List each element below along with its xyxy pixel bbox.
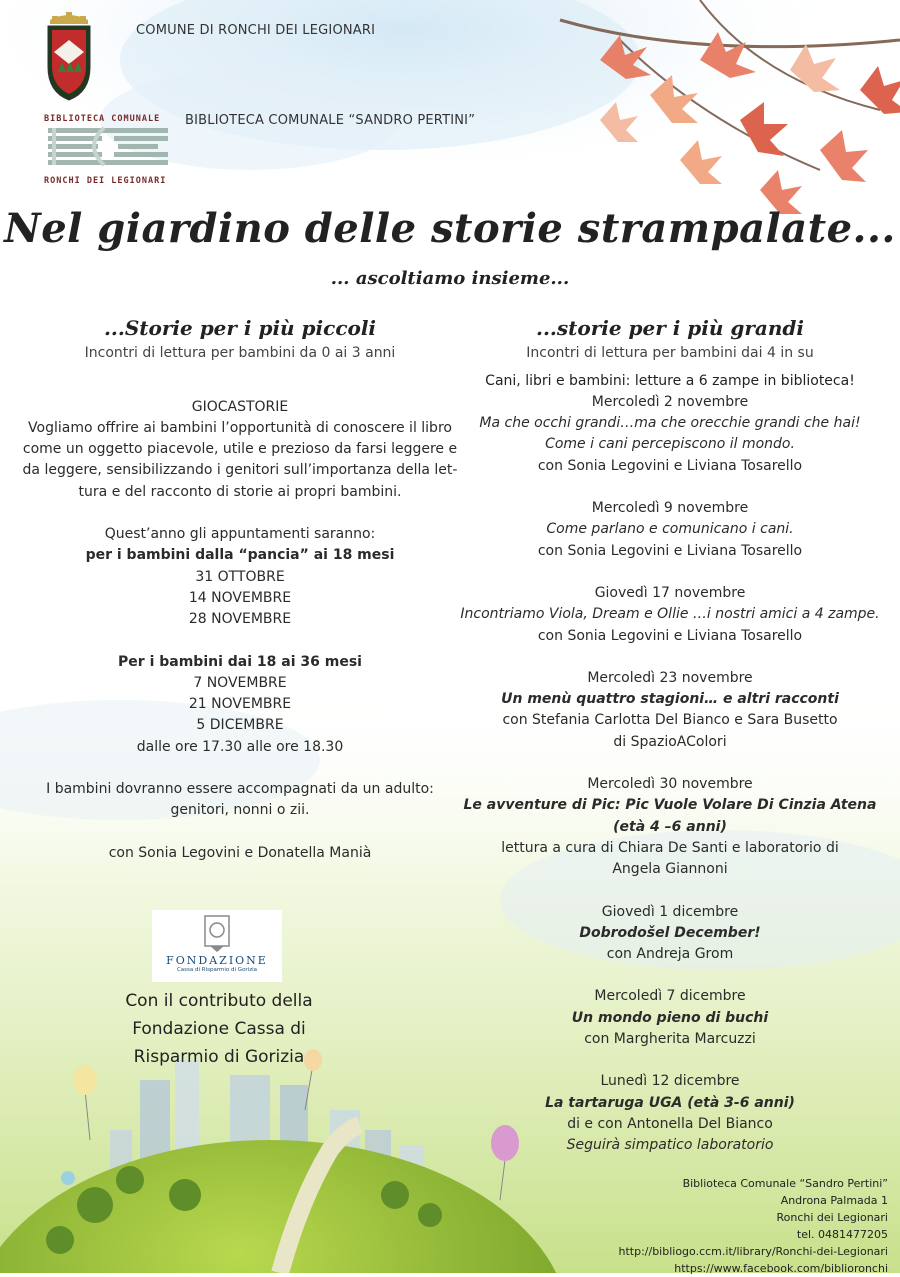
event-title: Come parlano e comunicano i cani. (546, 521, 794, 538)
event-date: Giovedì 1 dicembre (601, 903, 739, 920)
paragraph-line: Vogliamo offrire ai bambini l’opportunità di conoscere il libro (28, 419, 452, 436)
event-title: Incontriamo Viola, Dream e Ollie …i nostri amici a 4 zampe. (460, 606, 880, 623)
right-column (440, 318, 900, 1157)
event-date: Giovedì 17 novembre (594, 584, 746, 601)
event-title: Un mondo pieno di buchi (571, 1009, 769, 1026)
event-with: di e con Antonella Del Bianco (567, 1115, 773, 1132)
event-title: Un menù quattro stagioni… e altri racconti (501, 691, 839, 708)
footer-city: Ronchi dei Legionari (776, 1211, 888, 1224)
group2-date: 21 NOVEMBRE (188, 696, 292, 713)
page-title: Nel giardino delle storie strampalate... (4, 205, 896, 252)
event-subtitle: (età 4 –6 anni) (613, 818, 727, 835)
footer-address: Androna Palmada 1 (780, 1194, 888, 1207)
event-subtitle: Seguirà simpatico laboratorio (566, 1137, 774, 1154)
event-date: Mercoledì 9 novembre (591, 500, 749, 517)
sponsor-line: Risparmio di Gorizia (133, 1047, 305, 1067)
left-column (20, 318, 460, 864)
event-with: con Sonia Legovini e Liviana Tosarello (537, 627, 803, 644)
event-with: lettura a cura di Chiara De Santi e laboratorio di (501, 839, 839, 856)
right-heading: ...storie per i più grandi (535, 316, 804, 340)
giocastorie-paragraph (20, 418, 460, 503)
fondazione-emblem-icon (152, 910, 282, 954)
group2-date: 7 NOVEMBRE (193, 674, 287, 691)
group1-date: 14 NOVEMBRE (188, 589, 292, 606)
group2-date: 5 DICEMBRE (196, 717, 284, 734)
group1-date: 28 NOVEMBRE (188, 611, 292, 628)
page-subtitle: ... ascoltiamo insieme... (330, 268, 570, 289)
footer-website-link[interactable]: http://bibliogo.ccm.it/library/Ronchi-dei-Legionari (618, 1245, 888, 1258)
sponsor-line: Fondazione Cassa di (132, 1019, 306, 1039)
fondazione-logo-sub: Cassa di Risparmio di Gorizia (176, 967, 258, 973)
footer-phone: tel. 0481477205 (796, 1228, 888, 1241)
event-with: Angela Giannoni (612, 861, 728, 878)
sponsor-line: Con il contributo della (125, 991, 313, 1011)
event-date: Mercoledì 2 novembre (591, 393, 749, 410)
biblioteca-logo (44, 114, 184, 188)
event-with: con Sonia Legovini e Liviana Tosarello (537, 542, 803, 559)
event-date: Mercoledì 30 novembre (587, 776, 753, 793)
biblioteca-name: BIBLIOTECA COMUNALE “SANDRO PERTINI” (185, 113, 476, 128)
paragraph-line: come un oggetto piacevole, utile e prezioso da farsi leggere e (22, 441, 458, 458)
event-date: Mercoledì 7 dicembre (594, 988, 746, 1005)
event-date: Mercoledì 23 novembre (587, 669, 753, 686)
event-with: di SpazioAColori (613, 733, 727, 750)
hours: dalle ore 17.30 alle ore 18.30 (136, 738, 344, 755)
event-with: con Sonia Legovini e Liviana Tosarello (537, 457, 803, 474)
event-title: La tartaruga UGA (età 3-6 anni) (545, 1094, 795, 1111)
group1-date: 31 OTTOBRE (195, 568, 285, 585)
biblioteca-logo-bottom-text: RONCHI DEI LEGIONARI (44, 176, 167, 186)
appointments-intro: Quest’anno gli appuntamenti saranno: (104, 526, 376, 543)
event-title: Dobrodošel December! (579, 924, 761, 941)
event-with: con Andreja Grom (606, 946, 734, 963)
biblioteca-logo-top-text: BIBLIOTECA COMUNALE (44, 114, 161, 124)
paragraph-line: tura e del racconto di storie ai propri bambini. (78, 483, 402, 500)
footer-library: Biblioteca Comunale “Sandro Pertini” (682, 1177, 888, 1190)
paragraph-line: da leggere, sensibilizzando i genitori sull’importanza della let- (22, 462, 458, 479)
group1-title: per i bambini dalla “pancia” ai 18 mesi (85, 547, 395, 564)
fondazione-logo-word: FONDAZIONE (166, 954, 268, 967)
fondazione-logo (152, 910, 282, 982)
comune-name: COMUNE DI RONCHI DEI LEGIONARI (136, 23, 376, 38)
comune-crest-logo (44, 12, 94, 102)
bc-monogram-icon (44, 124, 184, 172)
note-line: genitori, nonni o zii. (170, 802, 310, 819)
event-subtitle: Come i cani percepiscono il mondo. (545, 436, 795, 453)
series-title: Cani, libri e bambini: letture a 6 zampe in biblioteca! (485, 372, 855, 389)
sponsor-text (90, 987, 348, 1071)
event-with: con Margherita Marcuzzi (584, 1031, 756, 1048)
right-lead: Incontri di lettura per bambini dai 4 in su (526, 345, 814, 362)
footer-facebook-link[interactable]: https://www.facebook.com/biblioronchi (674, 1262, 888, 1275)
event-title: Le avventure di Pic: Pic Vuole Volare Di Cinzia Atena (463, 797, 877, 814)
left-heading: ...Storie per i più piccoli (103, 316, 377, 340)
event-title: Ma che occhi grandi…ma che orecchie grandi che hai! (479, 415, 861, 432)
group2-title: Per i bambini dai 18 ai 36 mesi (118, 653, 362, 670)
left-lead: Incontri di lettura per bambini da 0 ai 3 anni (84, 345, 396, 362)
event-date: Lunedì 12 dicembre (600, 1073, 740, 1090)
event-with: con Stefania Carlotta Del Bianco e Sara Busetto (502, 712, 838, 729)
giocastorie-title: GIOCASTORIE (191, 398, 289, 415)
note-line: I bambini dovranno essere accompagnati da un adulto: (46, 781, 434, 798)
footer-contact (588, 1175, 888, 1277)
left-with: con Sonia Legovini e Donatella Manià (108, 844, 372, 861)
